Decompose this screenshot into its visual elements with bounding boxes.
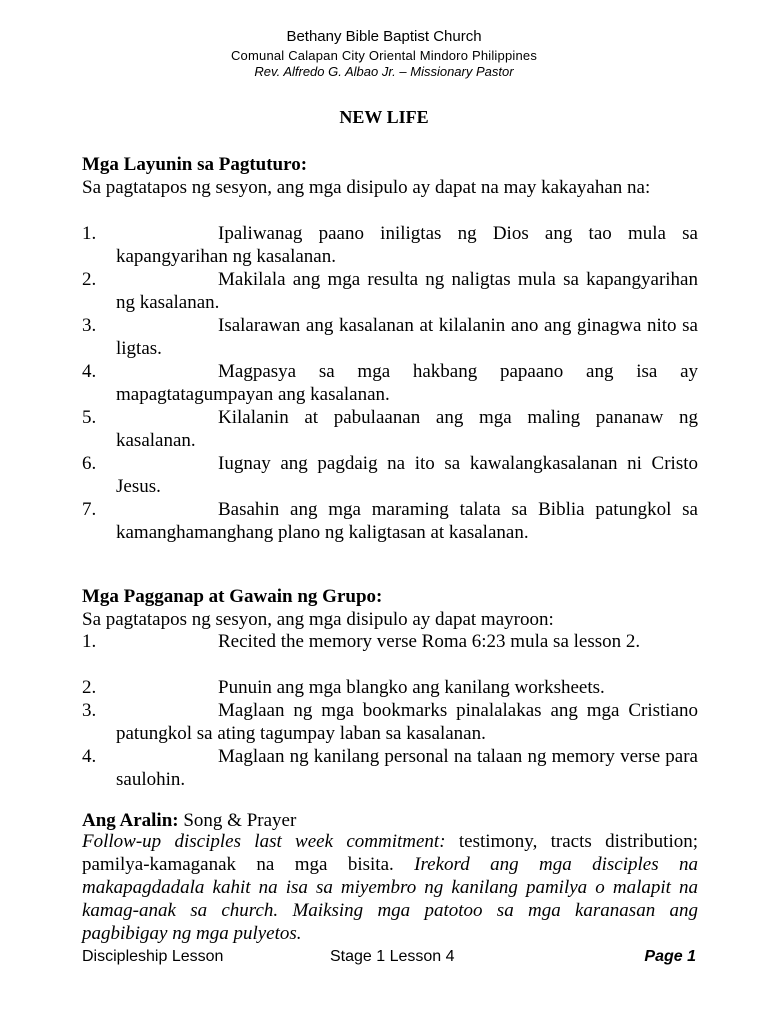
objective-text: Basahin ang mga maraming talata sa Biblia patungkol sa kamanghamanghang plano ng kaligtasan at kasalanan.	[116, 499, 698, 543]
activity-number: 2.	[82, 677, 97, 698]
followup-plain: testimony, tracts distribution; pamilya-kamaganak na mga bisita.	[82, 831, 698, 875]
aralin-line	[82, 809, 296, 832]
objective-text: Isalarawan ang kasalanan at kilalanin ano ang ginagwa nito sa ligtas.	[116, 315, 698, 359]
followup-italic-body: Irekord ang mga disciples na makapagdadala kahit na isa sa miyembro ng kanilang pamilya o malapit na kamag-anak sa church. Maiksing mga patotoo sa mga karanasan ang pagbibigay ng mga pulyetos.	[82, 854, 698, 944]
activities-intro: Sa pagtatapos ng sesyon, ang mga disipulo ay dapat mayroon:	[82, 609, 554, 630]
objective-item	[82, 222, 698, 268]
lesson-title: NEW LIFE	[339, 107, 429, 127]
objectives-intro: Sa pagtatapos ng sesyon, ang mga disipulo ay dapat na may kakayahan na:	[82, 177, 651, 198]
followup-paragraph	[82, 830, 698, 945]
objective-number: 3.	[82, 315, 97, 336]
objective-number: 1.	[82, 223, 97, 244]
footer-page-number: Page 1	[644, 948, 696, 965]
objective-text: Iugnay ang pagdaig na ito sa kawalangkasalanan ni Cristo Jesus.	[116, 453, 698, 497]
objective-item	[82, 360, 698, 406]
pastor-line: Rev. Alfredo G. Albao Jr. – Missionary Pastor	[254, 64, 514, 79]
objective-text: Ipaliwanag paano iniligtas ng Dios ang tao mula sa kapangyarihan ng kasalanan.	[116, 223, 698, 267]
objective-number: 6.	[82, 453, 97, 474]
footer-lesson: Stage 1 Lesson 4	[330, 948, 455, 965]
footer-series: Discipleship Lesson	[82, 948, 224, 965]
objective-item	[82, 268, 698, 314]
activity-number: 3.	[82, 700, 97, 721]
aralin-label: Ang Aralin:	[82, 810, 179, 831]
activity-item	[82, 630, 698, 653]
followup-italic-lead: Follow-up disciples last week commitment:	[82, 831, 446, 852]
activity-text: Maglaan ng mga bookmarks pinalalakas ang mga Cristiano patungkol sa ating tagumpay laban sa kasalanan.	[116, 700, 698, 744]
objective-item	[82, 406, 698, 452]
objective-number: 4.	[82, 361, 97, 382]
church-address: Comunal Calapan City Oriental Mindoro Philippines	[230, 48, 538, 63]
activity-item	[82, 676, 698, 699]
objective-number: 7.	[82, 499, 97, 520]
objective-text: Makilala ang mga resulta ng naligtas mula sa kapangyarihan ng kasalanan.	[116, 269, 698, 313]
activities-heading: Mga Pagganap at Gawain ng Grupo:	[82, 586, 383, 607]
objective-number: 2.	[82, 269, 97, 290]
objective-text: Kilalanin at pabulaanan ang mga maling pananaw ng kasalanan.	[116, 407, 698, 451]
objective-item	[82, 314, 698, 360]
church-name: Bethany Bible Baptist Church	[286, 28, 482, 45]
activity-text: Maglaan ng kanilang personal na talaan ng memory verse para saulohin.	[116, 746, 698, 790]
objective-item	[82, 498, 698, 544]
objectives-heading: Mga Layunin sa Pagtuturo:	[82, 154, 308, 175]
activity-number: 1.	[82, 631, 97, 652]
activity-item	[82, 745, 698, 791]
aralin-value: Song & Prayer	[183, 810, 297, 831]
activity-item	[82, 699, 698, 745]
objective-number: 5.	[82, 407, 97, 428]
activity-text: Recited the memory verse Roma 6:23 mula sa lesson 2.	[218, 631, 641, 652]
objective-text: Magpasya sa mga hakbang papaano ang isa ay mapagtatagumpayan ang kasalanan.	[116, 361, 698, 405]
activity-number: 4.	[82, 746, 97, 767]
objective-item	[82, 452, 698, 498]
activity-text: Punuin ang mga blangko ang kanilang worksheets.	[218, 677, 605, 698]
